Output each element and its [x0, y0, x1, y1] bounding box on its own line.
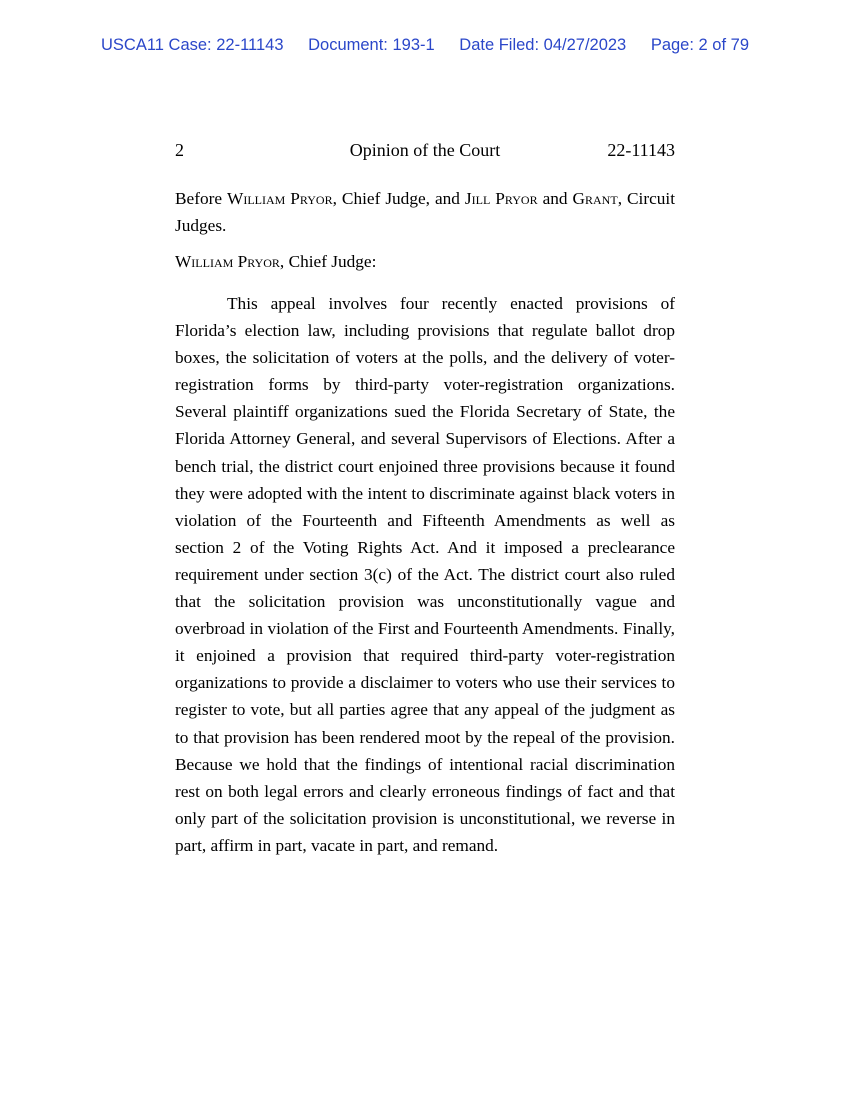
opinion-paragraph: This appeal involves four recently enacted provisions of Florida’s election law, including provisions that regulate ballot drop boxes, the solicitation of voters at the polls, and the delivery of voter-registration forms by third-party voter-registration organizations. Several plaintiff organizations sued the Florida Secretary of State, the Florida Attorney General, and several Supervisors of Elections. After a bench trial, the district court enjoined three provisions because it found they were adopted with the intent to discriminate against black voters in violation of the Fourteenth and Fifteenth Amendments as well as section 2 of the Voting Rights Act. And it imposed a preclearance requirement under section 3(c) of the Act. The district court also ruled that the solicitation provision was unconstitutionally vague and overbroad in violation of the First and Fourteenth Amendments. Finally, it enjoined a provision that required third-party voter-registration organizations to provide a disclaimer to voters who use their services to register to vote, but all parties agree that any appeal of the judgment as to that provision has been rendered moot by the repeal of the provision. Because we hold that the findings of intentional racial discrimination rest on both legal errors and clearly erroneous findings of fact and that only part of the solicitation provision is unconstitutional, we reverse in part, affirm in part, vacate in part, and remand. [175, 294, 675, 855]
author-title: , Chief Judge: [279, 252, 377, 271]
case-number: 22-11143 [607, 140, 675, 160]
stamp-case: USCA11 Case: 22-11143 [100, 36, 284, 54]
page-number: 2 [175, 140, 184, 160]
judge-grant: Grant [572, 189, 618, 208]
stamp-page: Page: 2 of 79 [650, 36, 749, 54]
author-name: William Pryor [175, 252, 280, 271]
panel-before: Before [175, 189, 228, 208]
authoring-judge [175, 248, 675, 275]
running-head [175, 140, 675, 166]
judge-william-pryor: William Pryor [227, 189, 333, 208]
stamp-document: Document: 193-1 [308, 36, 435, 54]
filing-header-stamp [0, 36, 850, 55]
opinion-page [175, 140, 675, 876]
stamp-date-filed: Date Filed: 04/27/2023 [459, 36, 627, 54]
panel-circuit-text: , Circuit Judges. [175, 189, 675, 235]
panel-chief-text: , Chief Judge, and [332, 189, 465, 208]
judge-jill-pryor: Jill Pryor [464, 189, 538, 208]
running-head-title: Opinion of the Court [349, 140, 501, 160]
panel-and-text: and [537, 189, 573, 208]
panel-line [175, 185, 675, 239]
